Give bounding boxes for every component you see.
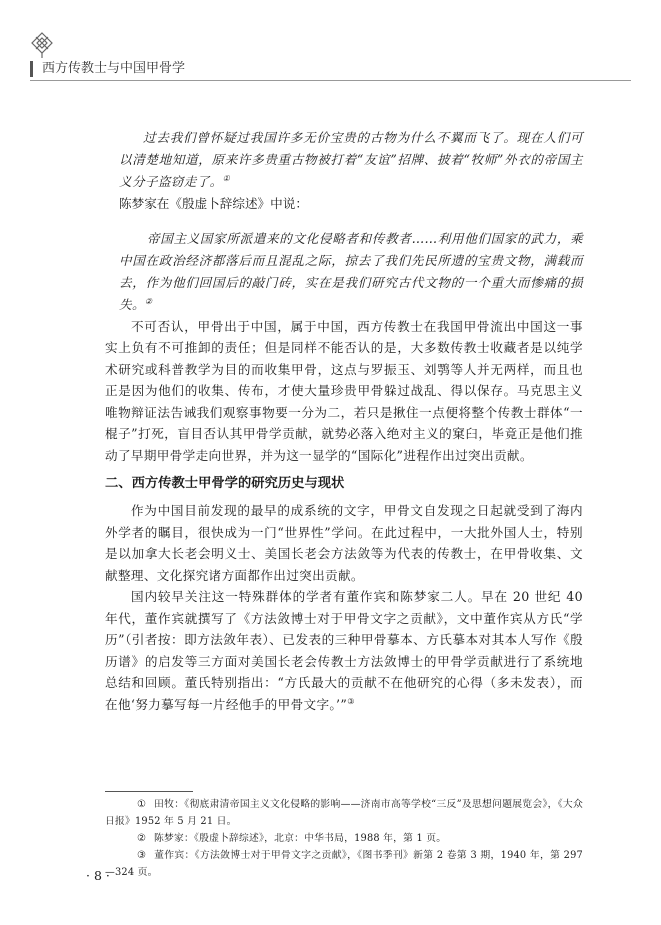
footnote-3-text: 董作宾：《方法敛博士对于甲骨文字之贡献》，《图书季刊》新第 2 卷第 3 期，1940 年，第 297—324 页。 — [105, 850, 583, 878]
page-body — [105, 127, 583, 715]
paragraph-3 — [105, 586, 583, 715]
page-number: · 8 · — [86, 868, 110, 883]
footnote-3 — [105, 847, 583, 881]
block-quote-1-text: 过去我们曾怀疑过我国许多无价宝贵的古物为什么不翼而飞了。现在人们可以清楚地知道，原来许多贵重古物被打着“友谊”招牌、披着“牧师”外衣的帝国主义分子盗窃走了。 — [119, 130, 583, 189]
paragraph-1: 不可否认，甲骨出于中国，属于中国，西方传教士在我国甲骨流出中国这一事实上负有不可推卸的责任；但是同样不能否认的是，大多数传教士收藏者是以纯学术研究或科普教学为目的而收集甲骨，这点与罗振玉、刘鹗等人并无两样，而且也正是因为他们的收集、传布，才使大量珍贵甲骨躲过战乱、得以保存。马克思主义唯物辩证法告诫我们观察事物要一分为二，若只是揪住一点便将整个传教士群体“一棍子”打死，盲目否认其甲骨学贡献，就势必落入绝对主义的窠臼，毕竟正是他们推动了早期甲骨学走向世界，并为这一显学的“国际化”进程作出过突出贡献。 — [105, 318, 583, 463]
header-divider — [30, 80, 631, 81]
block-quote-2-text: 帝国主义国家所派遣来的文化侵略者和传教者……利用他们国家的武力，乘中国在政治经济都落后而且混乱之际，掠去了我们先民所遗的宝贵文物，满载而去，作为他们回国后的敲门砖，实在是我们研究古代文物的一个重大而惨痛的损失。 — [119, 230, 583, 312]
footnote-1-text: 田牧：《彻底肃清帝国主义文化侵略的影响——济南市高等学校“三反”及思想问题展览会》，《大众日报》1952 年 5 月 21 日。 — [105, 799, 583, 827]
footnote-2-text: 陈梦家：《殷虚卜辞综述》，北京：中华书局，1988 年，第 1 页。 — [153, 833, 447, 844]
footnote-divider — [105, 791, 193, 792]
paragraph-2: 作为中国目前发现的最早的成系统的文字，甲骨文自发现之日起就受到了海内外学者的瞩目，很快成为一门“世界性”学问。在此过程中，一大批外国人士，特别是以加拿大长老会明义士、美国长老会方法敛等为代表的传教士，在甲骨收集、文献整理、文化探究诸方面都作出过突出贡献。 — [105, 503, 583, 583]
paragraph-3-text: 国内较早关注这一特殊群体的学者有董作宾和陈梦家二人。早在 20 世纪 40 年代，董作宾就撰写了《方法敛博士对于甲骨文字之贡献》，文中董作宾从方氏“学历”（引者按：即方法敛年表）、已发表的三种甲骨摹本、方氏摹本对其本人写作《殷历谱》的启发等三方面对美国长老会传教士方法敛博士的甲骨学贡献进行了系统地总结和回顾。董氏特别指出：“方氏最大的贡献不在他研究的心得（多未发表），而在他‘努力摹写每一片经他手的甲骨文字。’” — [105, 589, 583, 712]
footnote-ref-3[interactable]: ③ — [347, 696, 355, 706]
footnotes — [105, 796, 583, 881]
footnote-1 — [105, 796, 583, 830]
block-quote-1 — [119, 127, 583, 193]
quote-intro: 陈梦家在《殷虚卜辞综述》中说： — [119, 196, 308, 211]
running-title: 西方传教士与中国甲骨学 — [42, 61, 186, 76]
page-header — [0, 0, 661, 76]
block-quote-2 — [119, 228, 583, 316]
footnote-ref-2[interactable]: ② — [144, 296, 153, 306]
footnote-2-mark: ② — [137, 833, 146, 844]
footnote-1-mark: ① — [137, 799, 146, 810]
footnote-2 — [105, 830, 583, 847]
footnote-3-mark: ③ — [137, 850, 146, 861]
section-heading: 二、西方传教士甲骨学的研究历史与现状 — [105, 476, 345, 492]
footnote-ref-1[interactable]: ① — [222, 173, 231, 183]
header-accent-bar — [30, 61, 33, 77]
decorative-knot-logo-icon — [30, 31, 54, 59]
